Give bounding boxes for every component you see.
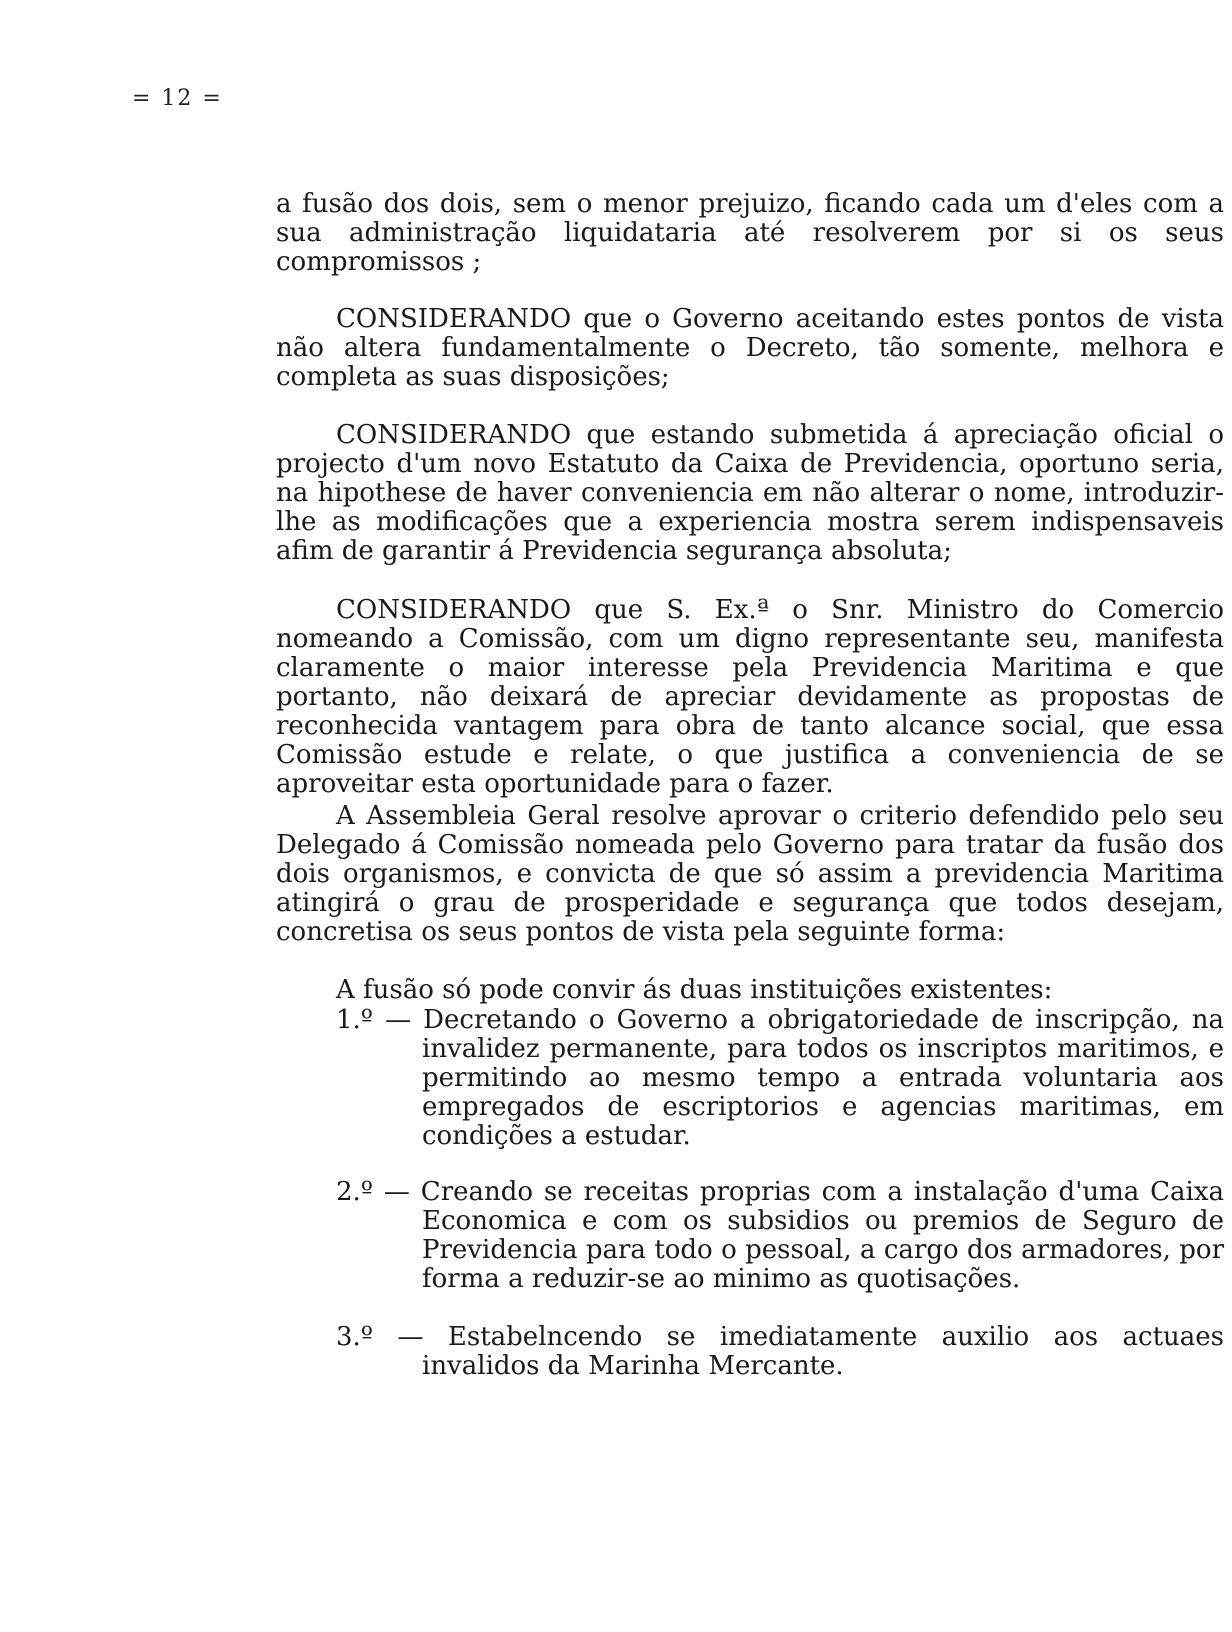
page-number: = 12 = — [132, 86, 223, 111]
paragraph-2: CONSIDERANDO que o Governo aceitando estes pontos de vista não altera fundamentalmente o Decreto, tão somente, melhora e completa as suas disposições; — [276, 304, 1224, 392]
list-item-2-text: 2.º — Creando se receitas proprias com a instalação d'uma Caixa Economica e com os subsidios ou premios de Seguro de Previdencia para todo o pessoal, a cargo dos armadores, por forma a reduzir-se ao minimo as quotisações. — [336, 1177, 1224, 1294]
paragraph-6: A fusão só pode convir ás duas instituições existentes: — [336, 975, 1053, 1005]
paragraph-5: A Assembleia Geral resolve aprovar o criterio defendido pelo seu Delegado á Comissão nomeada pelo Governo para tratar da fusão dos dois organismos, e convicta de que só assim a previdencia Maritima atingirá o grau de prosperidade e segurança que todos desejam, concretisa os seus pontos de vista pela seguinte forma: — [276, 801, 1224, 947]
list-item-2 — [336, 1178, 1224, 1294]
list-item-3 — [336, 1323, 1224, 1381]
list-item-3-text: 3.º — Estabelncendo se imediatamente auxilio aos actuaes invalidos da Marinha Mercante. — [336, 1322, 1224, 1381]
list-item-1-text: 1.º — Decretando o Governo a obrigatoriedade de inscripção, na invalidez permanente, para todos os inscriptos maritimos, e permitindo ao mesmo tempo a entrada voluntaria aos empregados de escriptorios e agencias maritimas, em condições a estudar. — [336, 1005, 1224, 1151]
list-item-1 — [336, 1006, 1224, 1151]
paragraph-1: a fusão dos dois, sem o menor prejuizo, ficando cada um d'eles com a sua administração liquidataria até resolverem por si os seus compromissos ; — [276, 189, 1224, 277]
paragraph-4: CONSIDERANDO que S. Ex.ª o Snr. Ministro do Comercio nomeando a Comissão, com um digno representante seu, manifesta claramente o maior interesse pela Previdencia Maritima e que portanto, não deixará de apreciar devidamente as propostas de reconhecida vantagem para obra de tanto alcance social, que essa Comissão estude e relate, o que justifica a conveniencia de se aproveitar esta oportunidade para o fazer. — [276, 595, 1224, 799]
paragraph-3: CONSIDERANDO que estando submetida á apreciação oficial o projecto d'um novo Estatuto da Caixa de Previdencia, oportuno seria, na hipothese de haver conveniencia em não alterar o nome, introduzir-lhe as modificações que a experiencia mostra serem indispensaveis afim de garantir á Previdencia segurança absoluta; — [276, 420, 1224, 566]
